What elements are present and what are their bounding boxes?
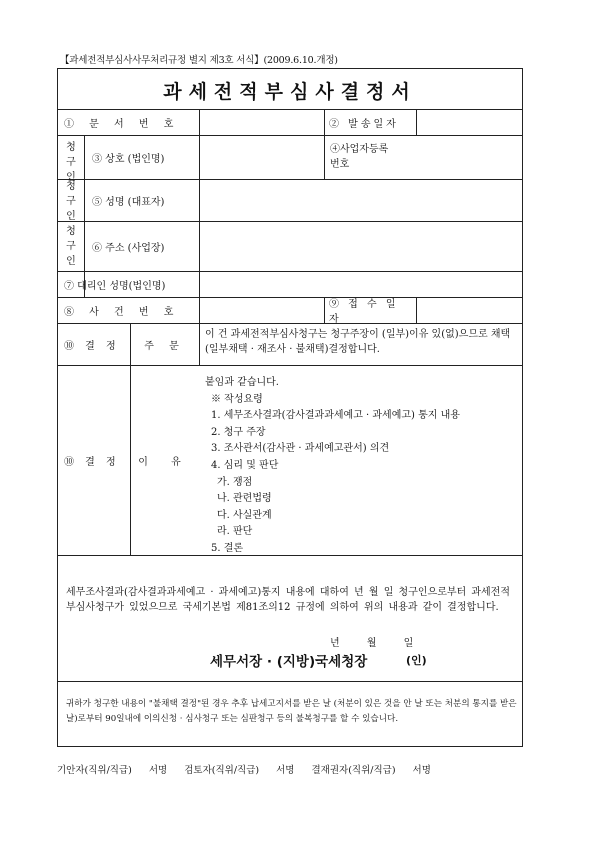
name-value[interactable] [200, 179, 522, 221]
received-label: ⑨ 접 수 일 자 [329, 299, 399, 325]
reason-item: 나. 관련법령 [217, 493, 272, 505]
form-header: 【과세전적부심사사무처리규정 별지 제3호 서식】(2009.6.10.개정) [60, 55, 338, 66]
reason-item: 5. 결론 [211, 542, 244, 554]
statement-text: 세무조사결과(감사결과과세예고 · 과세예고)통지 내용에 대하여 년 월 일 청구인으로부터 과세전적부심사청구가 있었으므로 국세기본법 제81조의12 규정에 의하여 위의 내용과 같이 결정합니다. [66, 587, 510, 613]
address-value[interactable] [200, 221, 522, 271]
case-no-value[interactable] [200, 297, 324, 323]
company-label: ③ 상호 (법인명) [92, 153, 165, 165]
decision-form [57, 68, 523, 747]
order-label: 주 문 [144, 340, 185, 352]
reason-item: ※ 작성요령 [211, 393, 263, 405]
name-label: ⑤ 성명 (대표자) [92, 196, 165, 208]
reason-item: 3. 조사관서(감사관 · 과세예고관서) 의견 [211, 443, 390, 455]
reason-content [205, 375, 519, 558]
claimant-side-label: 청 구 인 [66, 142, 76, 183]
reason-item: 다. 사실관계 [217, 509, 272, 521]
business-no-value[interactable] [398, 135, 522, 179]
doc-no-value[interactable] [200, 109, 324, 135]
reason-intro: 붙임과 같습니다. [205, 377, 279, 388]
appeal-notice: 귀하가 청구한 내용이 "불채택 결정"된 경우 추후 납세고지서를 받은 날 (처분이 있은 것을 안 날 또는 처분의 통지를 받은 날)로부터 90일내에 이의신청 · 심사청구 또는 심판청구 등의 불복청구를 할 수 있습니다. [66, 699, 517, 724]
reason-item: 4. 심리 및 판단 [211, 459, 279, 471]
approval-footer: 기안자(직위/직급) 서명 검토자(직위/직급) 서명 결재권자(직위/직급) 서명 [57, 765, 431, 776]
reason-item: 1. 세무조사결과(감사결과과세예고 · 과세예고) 통지 내용 [211, 410, 460, 422]
agent-value[interactable] [200, 271, 522, 297]
seal: (인) [406, 654, 427, 667]
agent-label: ⑦ 대리인 성명(법인명) [64, 280, 166, 292]
address-label: ⑥ 주소 (사업장) [92, 242, 165, 254]
signatory: 세무서장 · (지방)국세청장 [210, 654, 368, 670]
decision-label: ⑩ 결 정 [64, 340, 120, 352]
claimant-side-label: 청 구 인 [66, 181, 76, 222]
form-title: 과세전적부심사결정서 [163, 81, 417, 103]
case-no-label: ⑧ 사 건 번 호 [64, 306, 180, 318]
business-no-label: ④사업자등록번호 [330, 144, 389, 170]
received-value[interactable] [417, 297, 522, 323]
reason-item: 라. 판단 [217, 526, 253, 538]
order-text: 이 건 과세전적부심사청구는 청구주장이 (일부)이유 있(없)으므로 채택(일부채택 · 재조사 · 불채택)결정합니다. [205, 329, 511, 355]
reason-item: 가. 쟁점 [217, 476, 253, 488]
company-value[interactable] [200, 135, 324, 179]
date-sent-value[interactable] [417, 109, 522, 135]
reason-label: 이 유 [138, 456, 191, 468]
date-sent-label: ② 발송일자 [329, 118, 399, 130]
claimant-side-label: 청 구 인 [66, 226, 76, 267]
decision-label: ⑩ 결 정 [64, 456, 120, 468]
doc-no-label: ① 문 서 번 호 [64, 118, 180, 130]
date-line: 년 월 일 [330, 637, 414, 649]
reason-item: 2. 청구 주장 [211, 426, 266, 438]
